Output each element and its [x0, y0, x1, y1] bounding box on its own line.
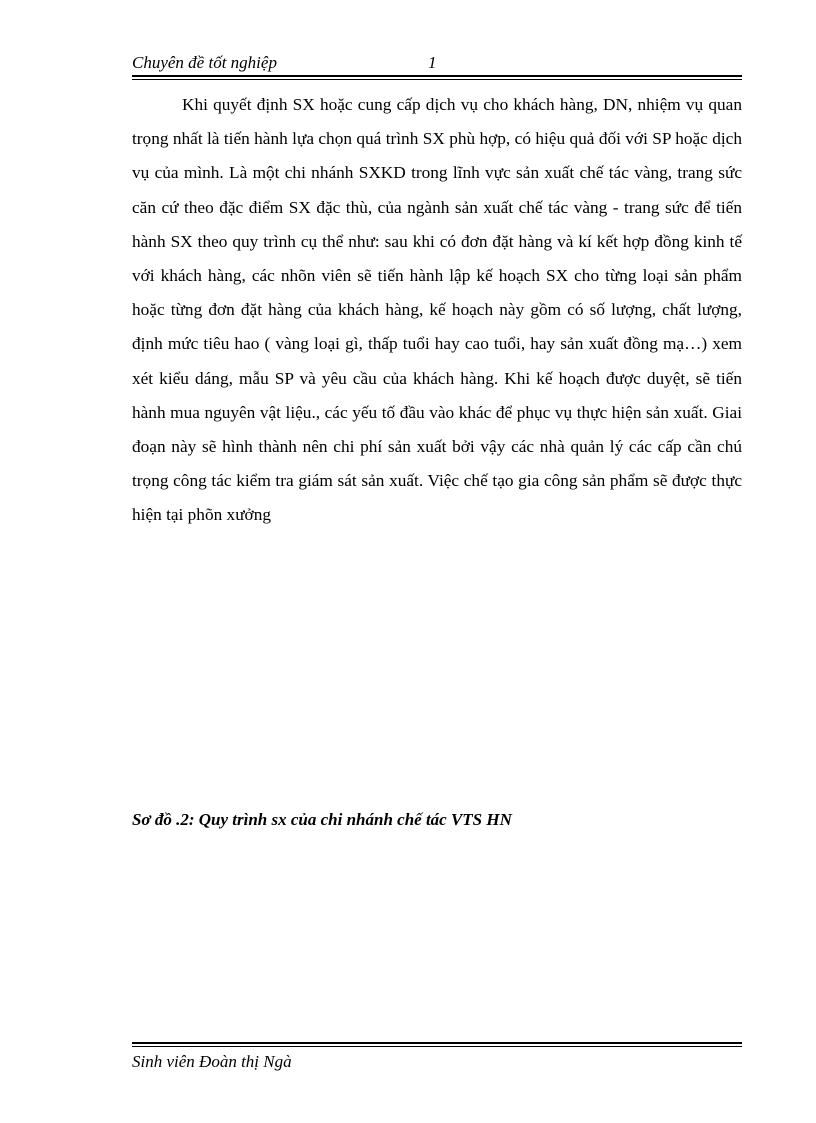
footer-author: Sinh viên Đoàn thị Ngà — [132, 1052, 292, 1071]
header-title: Chuyên đề tốt nghiệp — [132, 53, 277, 72]
body-paragraph: Khi quyết định SX hoặc cung cấp dịch vụ cho khách hàng, DN, nhiệm vụ quan trọng nhất là tiến hành lựa chọn quá trình SX phù hợp, có hiệu quả đối với SP hoặc dịch vụ của mình. Là một chi nhánh SXKD trong lĩnh vực sản xuất chế tác vàng, trang sức căn cứ theo đặc điểm SX đặc thù, của ngành sản xuất chế tác vàng - trang sức để tiến hành SX theo quy trình cụ thể như: sau khi có đơn đặt hàng và kí kết hợp đồng kinh tế với khách hàng, các nhõn viên sẽ tiến hành lập kế hoạch SX cho từng loại sản phẩm hoặc từng đơn đặt hàng của khách hàng, kế hoạch này gồm có số lượng, chất lượng, định mức tiêu hao ( vàng loại gì, thấp tuổi hay cao tuổi, hay sản xuất đồng mạ…) xem xét kiểu dáng, mẫu SP và yêu cầu của khách hàng. Khi kế hoạch được duyệt, sẽ tiến hành mua nguyên vật liệu., các yếu tố đầu vào khác để phục vụ thực hiện sản xuất. Giai đoạn này sẽ hình thành nên chi phí sản xuất bởi vậy các nhà quản lý các cấp cần chú trọng công tác kiểm tra giám sát sản xuất. Việc chế tạo gia công sản phẩm sẽ được thực hiện tại phõn xưởng — [132, 95, 742, 525]
page-header — [132, 52, 742, 76]
page-number: 1 — [428, 53, 437, 72]
diagram-caption: Sơ đồ .2: Quy trình sx của chi nhánh chế tác VTS HN — [132, 810, 512, 829]
footer-rule — [132, 1042, 742, 1047]
header-rule — [132, 75, 742, 80]
